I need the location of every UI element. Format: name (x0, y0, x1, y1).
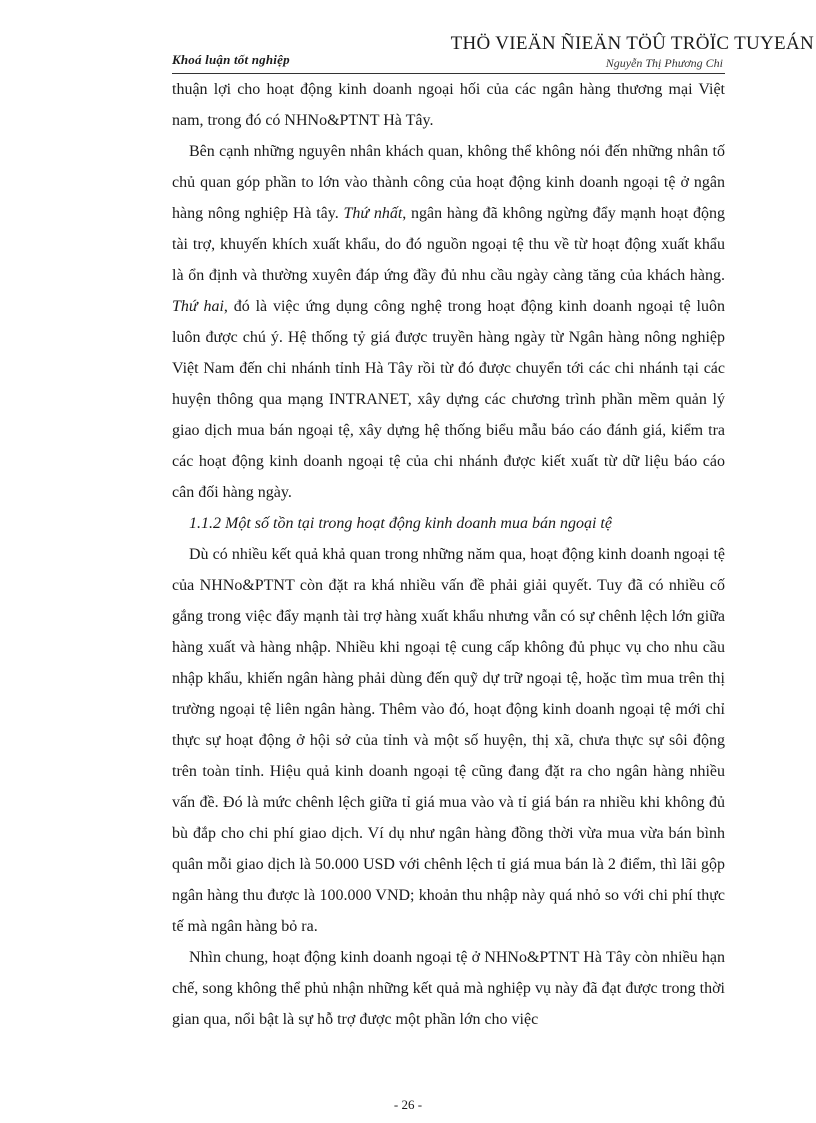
paragraph-2-emphasis-second: Thứ hai (172, 298, 224, 315)
paragraph-2 (172, 136, 725, 508)
paragraph-3: Dù có nhiều kết quả khả quan trong những năm qua, hoạt động kinh doanh ngoại tệ của NHNo&PTNT còn đặt ra khá nhiều vấn đề phải giải quyết. Tuy đã có nhiều cố gắng trong việc đẩy mạnh tài trợ hàng xuất khẩu nhưng vẫn có sự chênh lệch lớn giữa hàng xuất và hàng nhập. Nhiều khi ngoại tệ cung cấp không đủ phục vụ cho nhu cầu nhập khẩu, khiến ngân hàng phải dùng đến quỹ dự trữ ngoại tệ, hoặc tìm mua trên thị trường ngoại tệ liên ngân hàng. Thêm vào đó, hoạt động kinh doanh ngoại tệ mới chỉ thực sự hoạt động ở hội sở của tỉnh và một số huyện, thị xã, chưa thực sự sôi động trên toàn tỉnh. Hiệu quả kinh doanh ngoại tệ cũng đang đặt ra cho ngân hàng nhiều vấn đề. Đó là mức chênh lệch giữa tỉ giá mua vào và tỉ giá bán ra nhiều khi không đủ bù đắp cho chi phí giao dịch. Ví dụ như ngân hàng đồng thời vừa mua vừa bán bình quân mỗi giao dịch là 50.000 USD với chênh lệch tỉ giá mua bán là 2 điểm, thì lãi gộp ngân hàng thu được là 100.000 VND; khoản thu nhập này quá nhỏ so với chi phí thực tế mà ngân hàng bỏ ra. (172, 546, 725, 935)
paragraph-2-text-a: Bên cạnh những nguyên nhân khách quan, không thể không nói đến những nhân tố chủ quan góp phần to lớn vào thành công của hoạt động kinh doanh ngoại tệ ở ngân hàng nông nghiệp Hà tây. (172, 143, 725, 222)
page-header (172, 28, 816, 76)
paragraph-2-text-b: , ngân hàng đã không ngừng đẩy mạnh hoạt động tài trợ, khuyến khích xuất khẩu, do đó nguồn ngoại tệ thu về từ hoạt động xuất khẩu là ổn định và thường xuyên đáp ứng đầy đủ nhu cầu ngày càng tăng của khách hàng. (172, 205, 726, 284)
paragraph-4: Nhìn chung, hoạt động kinh doanh ngoại tệ ở NHNo&PTNT Hà Tây còn nhiều hạn chế, song không thể phủ nhận những kết quả mà nghiệp vụ này đã đạt được trong thời gian qua, nổi bật là sự hỗ trợ được một phần lớn cho việc (172, 949, 725, 1028)
paragraph-2-text-c: , đó là việc ứng dụng công nghệ trong hoạt động kinh doanh ngoại tệ luôn luôn được chú ý. Hệ thống tỷ giá được truyền hàng ngày từ Ngân hàng nông nghiệp Việt Nam đến chi nhánh tỉnh Hà Tây rồi từ đó được chuyển tới các chi nhánh tại các huyện thông qua mạng INTRANET, xây dựng các chương trình phần mềm quản lý giao dịch mua bán ngoại tệ, xây dựng hệ thống biểu mẫu báo cáo đánh giá, kiểm tra các hoạt động kinh doanh ngoại tệ của chi nhánh được kiết xuất từ dữ liệu báo cáo cân đối hàng ngày. (172, 298, 725, 501)
page-number: - 26 - (393, 1097, 423, 1112)
header-document-type: Khoá luận tốt nghiệp (172, 52, 290, 67)
paragraph-2-emphasis-first: Thứ nhất (343, 205, 403, 222)
header-watermark: THÖ VIEÄN ÑIEÄN TÖÛ TRÖÏC TUYEÁN (450, 33, 814, 54)
section-heading: 1.1.2 Một số tồn tại trong hoạt động kinh doanh mua bán ngoại tệ (189, 515, 612, 532)
header-author: Nguyễn Thị Phương Chi (605, 56, 723, 70)
paragraph-1: thuận lợi cho hoạt động kinh doanh ngoại hối của các ngân hàng thương mại Việt nam, trong đó có NHNo&PTNT Hà Tây. (172, 81, 725, 129)
body-text (172, 74, 725, 1035)
